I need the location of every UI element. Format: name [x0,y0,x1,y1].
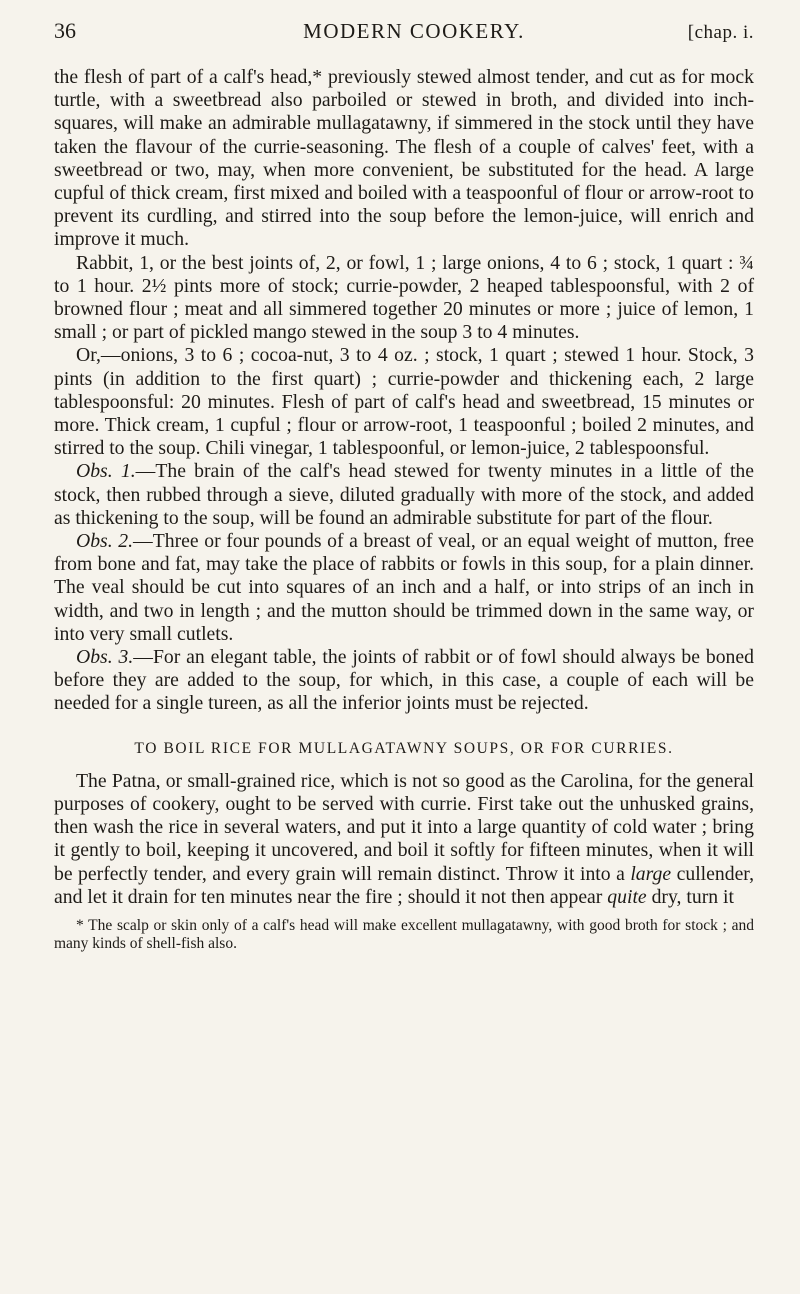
paragraph-alternative-quantities: Or,—onions, 3 to 6 ; cocoa-nut, 3 to 4 oz. ; stock, 1 quart ; stewed 1 hour. Stock, 3 pints (in addition to the first quart) ; currie-powder and thickening each, 2 large tablespoonsful: 20 minutes. Flesh of part of calf's head and sweetbread, 15 minutes or more. Thick cream, 1 cupful ; flour or arrow-root, 1 teaspoonful ; boiled 2 minutes, and stirred to the soup. Chili vinegar, 1 tablespoonful, or lemon-juice, 2 tablespoonsful. [54,344,754,460]
observation-1-text: —The brain of the calf's head stewed for twenty minutes in a little of the stock, then rubbed through a sieve, diluted gradually with more of the stock, and added as thickening to the soup, will be found an admirable substitute for part of the flour. [54,460,754,529]
rice-recipe-text [54,770,754,909]
observation-3 [54,646,754,716]
paragraph-continuation: the flesh of part of a calf's head,* previously stewed almost tender, and cut as for mock turtle, with a sweetbread also parboiled or stewed in broth, and divided into inch-squares, will make an admirable mullagatawny, if simmered in the stock until they have taken the flavour of the currie-seasoning. The flesh of a couple of calves' feet, with a sweetbread or two, may, when more convenient, be substituted for the head. A large cupful of thick cream, first mixed and boiled with a teaspoonful of flour or arrow-root to prevent its curdling, and stirred into the soup before the lemon-juice, will enrich and improve it much. [54,66,754,251]
observation-1 [54,460,754,530]
soup-recipe-text [54,66,754,716]
rice-text-emphasis-large: large [630,862,672,885]
section-heading-boil-rice: TO BOIL RICE FOR MULLAGATAWNY SOUPS, OR FOR CURRIES. [134,739,674,757]
rice-text-part-a: The Patna, or small-grained rice, which is not so good as the Carolina, for the general purposes of cookery, ought to be served with currie. First take out the unhusked grains, then wash the rice in several waters, and put it into a large quantity of cold water ; bring it gently to boil, keeping it uncovered, and boil it softly for fifteen minutes, when it will be perfectly tender, and every grain will remain distinct. Throw it into a [54,769,754,885]
observation-2-text: —Three or four pounds of a breast of veal, or an equal weight of mutton, free from bone and fat, may take the place of rabbits or fowls in this soup, for a plain dinner. The veal should be cut into squares of an inch and a half, or into strips of an inch in width, and two in length ; and the mutton should be trimmed down in the same way, or into very small cutlets. [54,530,754,645]
footnote: * The scalp or skin only of a calf's head will make excellent mullagatawny, with good broth for stock ; and many kinds of shell-fish also. [54,916,754,953]
observation-1-label: Obs. 1. [76,460,136,483]
paragraph-quantities: Rabbit, 1, or the best joints of, 2, or fowl, 1 ; large onions, 4 to 6 ; stock, 1 quart : ¾ to 1 hour. 2½ pints more of stock; currie-powder, 2 heaped tablespoonsful, with 2 of browned flour ; meat and all simmered together 20 minutes or more ; juice of lemon, 1 small ; or part of pickled mango stewed in the soup 3 to 4 minutes. [54,251,754,344]
observation-3-text: —For an elegant table, the joints of rabbit or of fowl should always be boned before they are added to the soup, for which, in this case, a couple of each will be needed for a single tureen, as all the inferior joints must be rejected. [54,646,754,715]
observation-2 [54,530,754,646]
rice-text-emphasis-quite: quite [607,885,647,908]
observation-3-label: Obs. 3. [76,646,134,669]
rice-text-part-c: dry, turn it [646,885,734,908]
page-number: 36 [54,18,76,43]
rice-text-part-b: cullender, and let it drain for ten minutes near the fire ; should it not then appear [54,862,754,908]
rice-paragraph [54,770,754,909]
observation-2-label: Obs. 2. [76,530,134,553]
running-header [54,18,754,62]
chapter-reference: [chap. i. [687,22,754,43]
running-title: MODERN COOKERY. [303,19,525,43]
